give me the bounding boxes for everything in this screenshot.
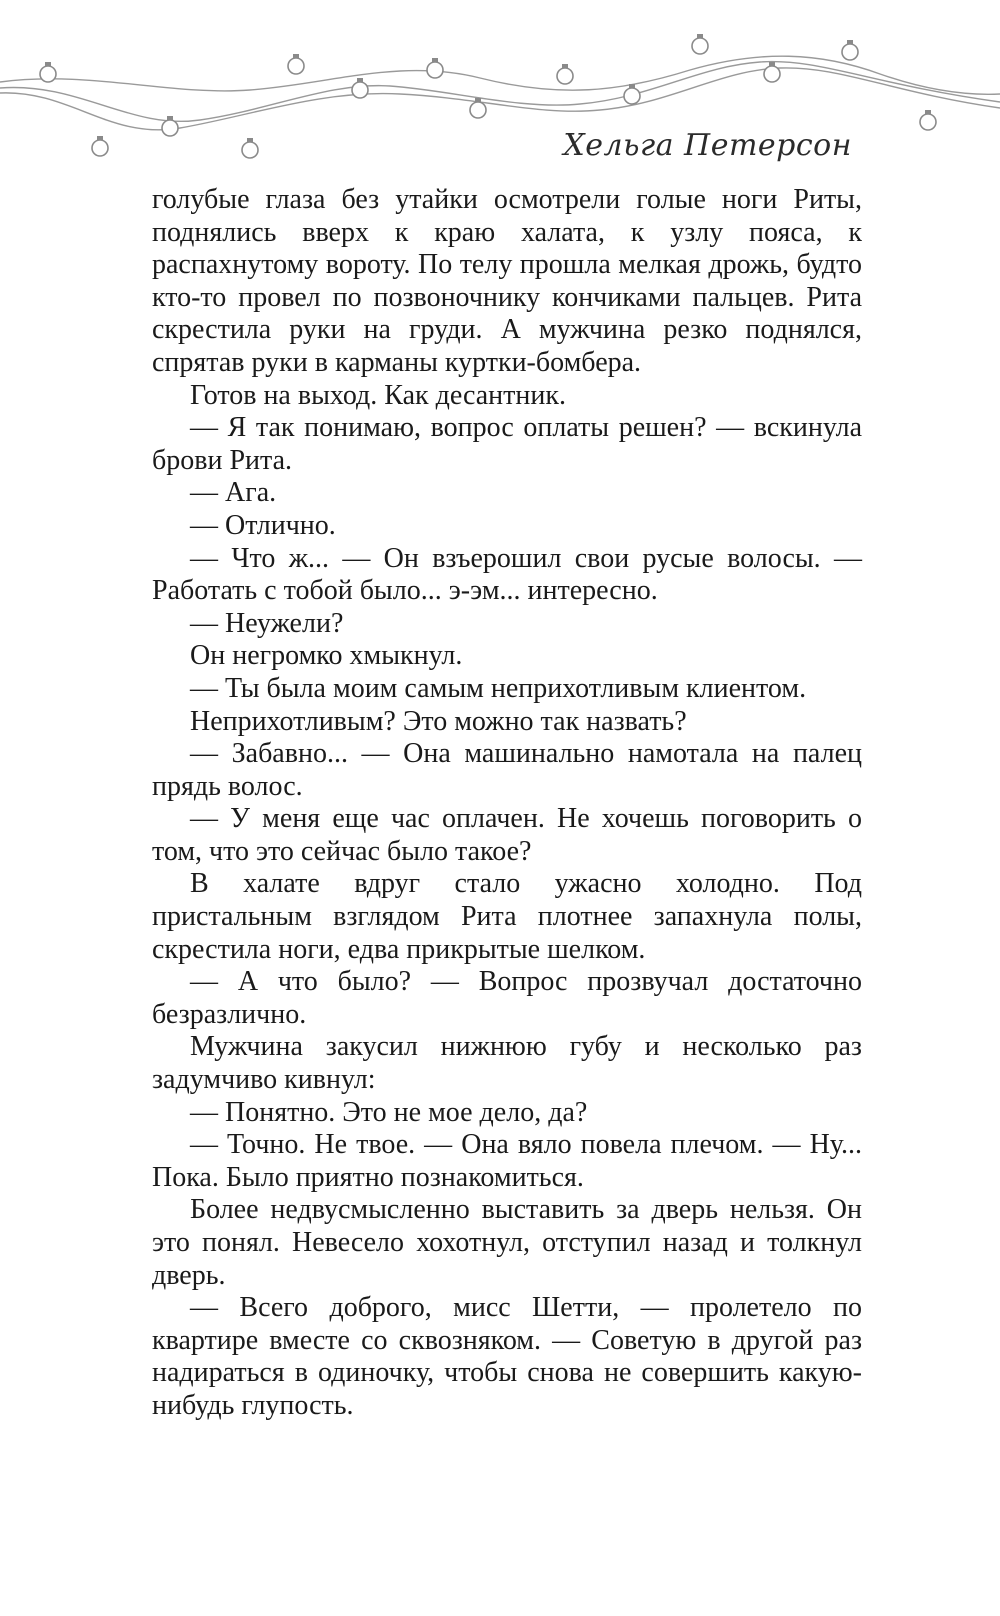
- garland-bulb: [624, 84, 640, 104]
- garland-bulb: [920, 110, 936, 130]
- running-header-author: Хельга Петерсон: [563, 128, 852, 163]
- paragraph: — Неужели?: [190, 607, 344, 639]
- garland-bulb: [842, 40, 858, 60]
- paragraph: Мужчина закусил нижнюю губу и несколько раз задумчиво кивнул:: [152, 1031, 862, 1096]
- paragraph: — Понятно. Это не мое дело, да?: [190, 1096, 588, 1128]
- paragraph: — Ага.: [190, 477, 277, 509]
- paragraph: Неприхотливым? Это можно так назвать?: [190, 705, 687, 737]
- garland-bulb: [40, 62, 56, 82]
- garland-bulb: [288, 54, 304, 74]
- paragraph: — У меня еще час оплачен. Не хочешь поговорить о том, что это сейчас было такое?: [152, 803, 862, 867]
- paragraph: В халате вдруг стало ужасно холодно. Под пристальным взглядом Рита плотнее запахнула полы, скрестила ноги, едва прикрытые шелком.: [152, 868, 862, 965]
- garland-bulb: [92, 136, 108, 156]
- body-text: [152, 184, 862, 1423]
- garland-bulb: [352, 78, 368, 98]
- paragraph: голубые глаза без утайки осмотрели голые ноги Риты, поднялись вверх к краю халата, к узлу пояса, к распахнутому вороту. По телу прошла мелкая дрожь, будто кто-то провел по позвоночнику кончиками пальцев. Рита скрестила руки на груди. А мужчина резко поднялся, спрятав руки в карманы куртки-бомбера.: [152, 184, 862, 378]
- garland-bulb: [557, 64, 573, 84]
- paragraph: — Забавно... — Она машинально намотала на палец прядь волос.: [152, 738, 862, 802]
- paragraph: Готов на выход. Как десантник.: [190, 379, 566, 411]
- garland-bulb: [162, 116, 178, 136]
- paragraph: Он негромко хмыкнул.: [190, 640, 463, 672]
- garland-strands: [0, 56, 1000, 130]
- garland-bulb: [692, 34, 708, 54]
- garland-bulb: [427, 58, 443, 78]
- paragraph: — Ты была моим самым неприхотливым клиентом.: [190, 672, 807, 704]
- paragraph: Более недвусмысленно выставить за дверь нельзя. Он это понял. Невесело хохотнул, отступил назад и толкнул дверь.: [152, 1194, 862, 1291]
- paragraph: — Всего доброго, мисс Шетти, — пролетело по квартире вместе со сквозняком. — Советую в другой раз надираться в одиночку, чтобы снова не совершить какую-нибудь глупость.: [152, 1292, 862, 1421]
- paragraph: — А что было? — Вопрос прозвучал достаточно безразлично.: [152, 966, 862, 1030]
- paragraph: — Я так понимаю, вопрос оплаты решен? — вскинула брови Рита.: [152, 412, 862, 476]
- paragraph: — Что ж... — Он взъерошил свои русые волосы. — Работать с тобой было... э-эм... интересно.: [152, 542, 862, 607]
- paragraph: — Точно. Не твое. — Она вяло повела плечом. — Ну... Пока. Было приятно познакомиться.: [152, 1129, 862, 1193]
- garland-bulb: [764, 62, 780, 82]
- paragraph: — Отлично.: [190, 509, 336, 541]
- garland-bulb: [242, 138, 258, 158]
